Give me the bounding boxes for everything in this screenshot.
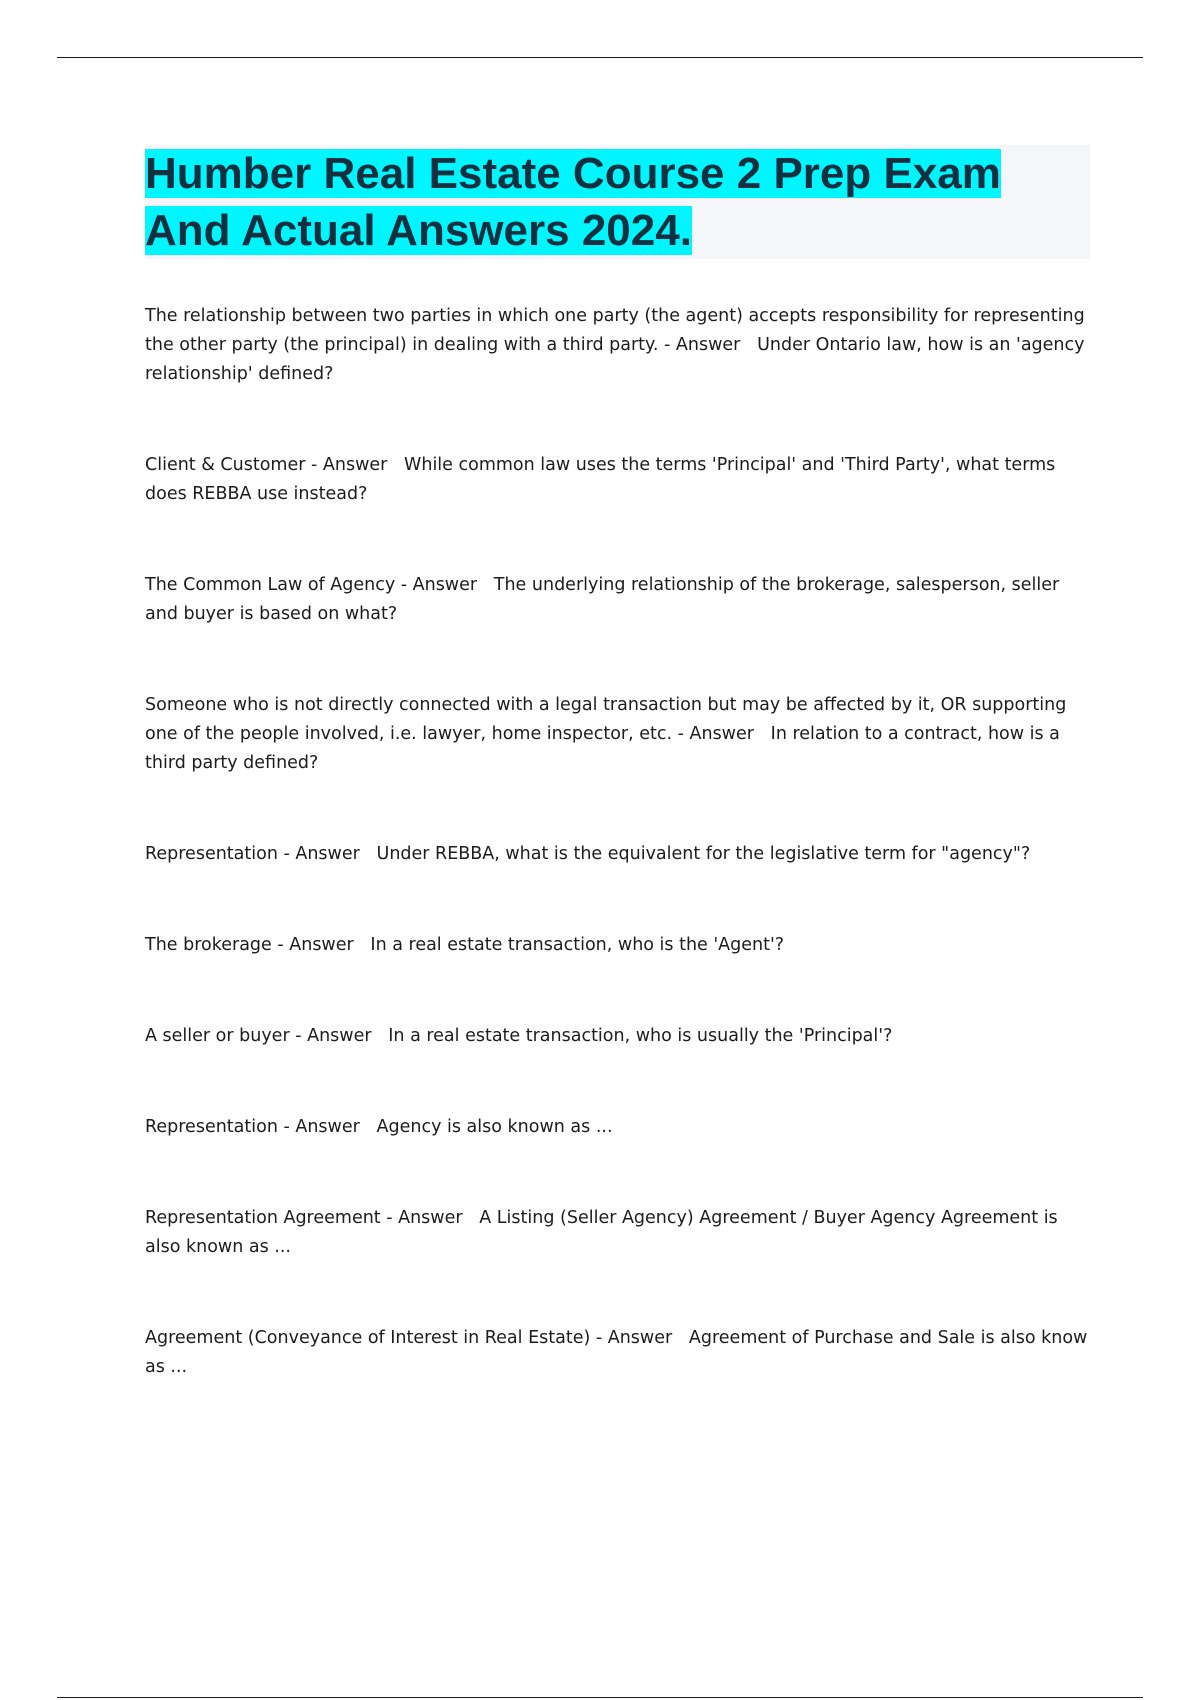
qa-question: A Listing (Seller Agency) Agreement / Buyer Agency Agreement is also known as ... — [145, 1208, 1058, 1257]
qa-question: In a real estate transaction, who is usually the 'Principal'? — [388, 1026, 893, 1046]
top-rule — [57, 57, 1143, 58]
qa-separator: - Answer — [305, 455, 405, 475]
qa-question: The underlying relationship of the brokerage, salesperson, seller and buyer is based on what? — [145, 575, 1060, 624]
qa-item — [145, 931, 1090, 960]
qa-question: In relation to a contract, how is a third party defined? — [145, 724, 1060, 773]
qa-separator: - Answer — [380, 1208, 480, 1228]
qa-answer: Representation — [145, 1117, 278, 1137]
qa-separator: - Answer — [672, 724, 771, 744]
qa-item — [145, 451, 1090, 509]
qa-question: While common law uses the terms 'Principal' and 'Third Party', what terms does REBBA use instead? — [145, 455, 1056, 504]
qa-item — [145, 1022, 1090, 1051]
qa-separator: - Answer — [395, 575, 494, 595]
title-block — [145, 145, 1090, 259]
qa-item — [145, 1324, 1090, 1382]
qa-separator: - Answer — [277, 1117, 377, 1137]
qa-answer: Representation Agreement — [145, 1208, 381, 1228]
qa-item — [145, 571, 1090, 629]
qa-separator: - Answer — [277, 844, 377, 864]
qa-item — [145, 840, 1090, 869]
qa-answer: Agreement (Conveyance of Interest in Real Estate) — [145, 1328, 591, 1348]
qa-item — [145, 691, 1090, 778]
qa-separator: - Answer — [289, 1026, 389, 1046]
qa-answer: The relationship between two parties in which one party (the agent) accepts responsibility for representing the other party (the principal) in dealing with a third party. — [145, 306, 1085, 355]
qa-answer: Client & Customer — [145, 455, 306, 475]
qa-separator: - Answer — [271, 935, 371, 955]
bottom-rule — [57, 1697, 1143, 1698]
qa-answer: A seller or buyer — [145, 1026, 290, 1046]
qa-answer: The Common Law of Agency — [145, 575, 396, 595]
qa-item — [145, 1204, 1090, 1262]
qa-item — [145, 302, 1090, 389]
qa-separator: - Answer — [590, 1328, 689, 1348]
qa-answer: Representation — [145, 844, 278, 864]
title-highlight: Humber Real Estate Course 2 Prep Exam And Actual Answers 2024. — [145, 149, 1001, 255]
qa-separator: - Answer — [658, 335, 758, 355]
qa-question: Agreement of Purchase and Sale is also know as ... — [145, 1328, 1088, 1377]
qa-question: In a real estate transaction, who is the 'Agent'? — [370, 935, 785, 955]
qa-question: Under Ontario law, how is an 'agency relationship' defined? — [145, 335, 1085, 384]
document-title — [145, 145, 1090, 259]
qa-answer: The brokerage — [145, 935, 272, 955]
qa-question: Under REBBA, what is the equivalent for the legislative term for "agency"? — [376, 844, 1031, 864]
qa-item — [145, 1113, 1090, 1142]
qa-question: Agency is also known as ... — [376, 1117, 613, 1137]
qa-answer: Someone who is not directly connected with a legal transaction but may be affected by it, OR supporting one of the people involved, i.e. lawyer, home inspector, etc. — [145, 695, 1067, 744]
